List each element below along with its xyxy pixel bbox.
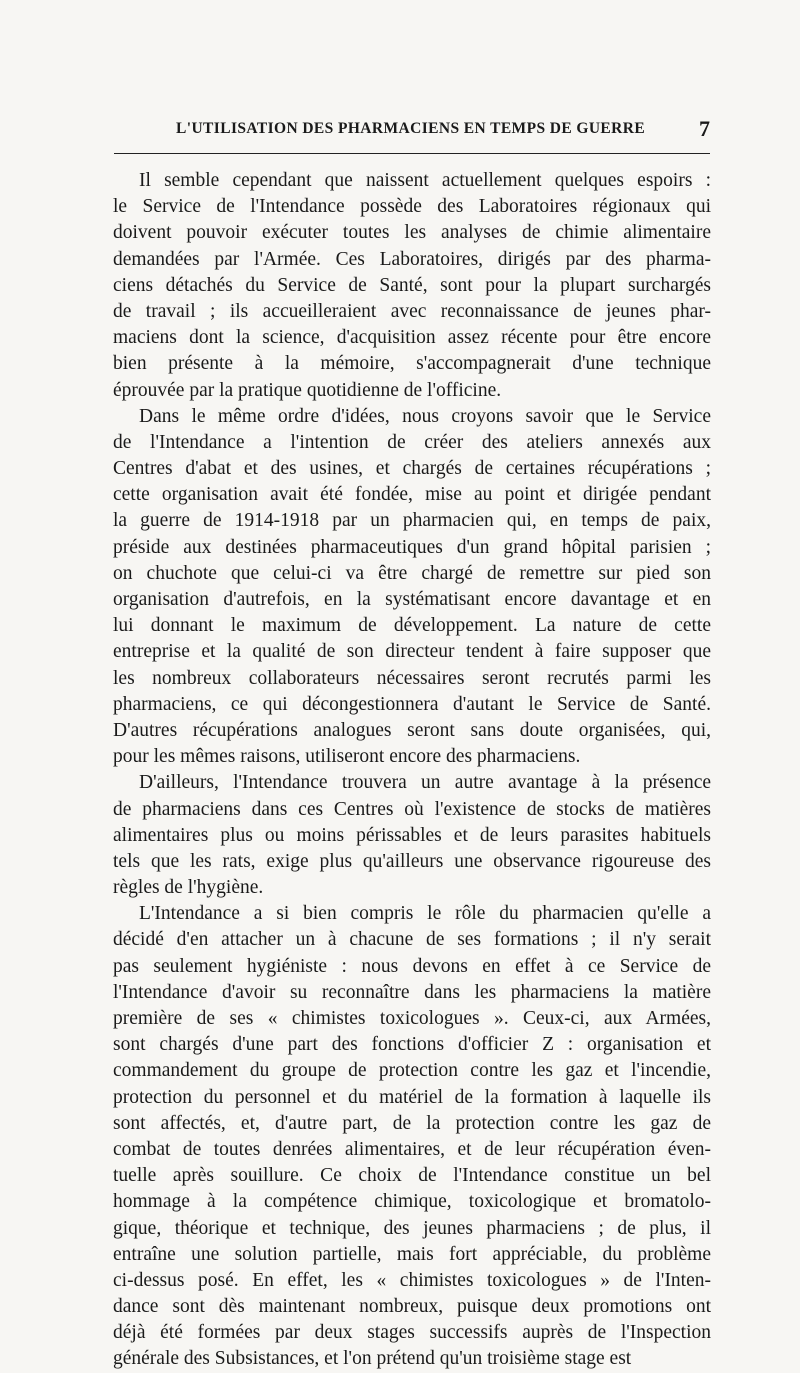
text-line: entraîne une solution partielle, mais fort appréciable, du problème — [113, 1243, 711, 1265]
text-line: organisation d'autrefois, en la systématisant encore davantage et en — [113, 589, 711, 610]
page-number: 7 — [699, 116, 710, 141]
text-line: les nombreux collaborateurs nécessaires seront recrutés parmi les — [113, 667, 711, 689]
paragraph — [113, 404, 711, 771]
text-line: lui donnant le maximum de développement. La nature de cette — [113, 615, 711, 637]
text-line: ciens détachés du Service de Santé, sont pour la plupart surchargés — [113, 274, 711, 296]
body-text — [113, 168, 711, 1373]
text-line: L'Intendance a si bien compris le rôle du pharmacien qu'elle a — [139, 903, 711, 925]
text-line: générale des Subsistances, et l'on prétend qu'un troisième stage est — [113, 1348, 632, 1370]
text-line: sont affectés, et, d'autre part, de la protection contre les gaz de — [113, 1112, 711, 1134]
text-line: Centres d'abat et des usines, et chargés de certaines récupérations ; — [113, 458, 711, 480]
text-line: commandement du groupe de protection contre les gaz et l'incendie, — [113, 1060, 711, 1082]
text-line: préside aux destinées pharmaceutiques d'un grand hôpital parisien ; — [113, 536, 711, 558]
running-title: L'UTILISATION DES PHARMACIENS EN TEMPS DE GUERRE — [176, 120, 646, 137]
text-line: D'ailleurs, l'Intendance trouvera un autre avantage à la présence — [139, 772, 711, 794]
text-line: cette organisation avait été fondée, mise au point et dirigée pendant — [113, 484, 711, 506]
text-line: pharmaciens, ce qui décongestionnera d'autant le Service de Santé. — [113, 693, 711, 715]
header-rule — [114, 153, 710, 154]
text-line: demandées par l'Armée. Ces Laboratoires, dirigés par des pharma- — [113, 248, 711, 270]
text-line: hommage à la compétence chimique, toxicologique et bromatolo- — [113, 1191, 711, 1213]
text-line: ci-dessus posé. En effet, les « chimistes toxicologues » de l'Inten- — [113, 1269, 711, 1291]
text-line: de travail ; ils accueilleraient avec reconnaissance de jeunes phar- — [113, 300, 711, 322]
text-line: le Service de l'Intendance possède des Laboratoires régionaux qui — [113, 196, 711, 218]
text-line: doivent pouvoir exécuter toutes les analyses de chimie alimentaire — [113, 222, 711, 244]
text-line: combat de toutes denrées alimentaires, et de leur récupération éven- — [113, 1138, 711, 1160]
text-line: maciens dont la science, d'acquisition assez récente pour être encore — [113, 327, 711, 349]
text-line: pas seulement hygiéniste : nous devons en effet à ce Service de — [113, 955, 711, 977]
paragraph — [113, 770, 711, 901]
paragraph — [113, 901, 711, 1372]
text-line: tels que les rats, exige plus qu'ailleurs une observance rigoureuse des — [113, 850, 711, 872]
text-line: D'autres récupérations analogues seront sans doute organisées, qui, — [113, 719, 711, 741]
text-line: première de ses « chimistes toxicologues ». Ceux-ci, aux Armées, — [113, 1008, 711, 1029]
text-line: pour les mêmes raisons, utiliseront encore des pharmaciens. — [113, 746, 581, 768]
text-line: sont chargés d'une part des fonctions d'officier Z : organisation et — [113, 1034, 711, 1056]
text-line: tuelle après souillure. Ce choix de l'Intendance constitue un bel — [113, 1165, 711, 1187]
text-line: éprouvée par la pratique quotidienne de l'officine. — [113, 379, 502, 401]
text-line: règles de l'hygiène. — [113, 877, 264, 899]
text-line: Dans le même ordre d'idées, nous croyons savoir que le Service — [139, 405, 711, 427]
text-line: dance sont dès maintenant nombreux, puisque deux promotions ont — [113, 1296, 711, 1318]
text-line: alimentaires plus ou moins périssables et de leurs parasites habituels — [113, 824, 711, 846]
text-line: l'Intendance d'avoir su reconnaître dans les pharmaciens la matière — [113, 981, 711, 1003]
text-line: de l'Intendance a l'intention de créer des ateliers annexés aux — [113, 431, 711, 453]
text-line: Il semble cependant que naissent actuellement quelques espoirs : — [139, 170, 711, 191]
running-head — [110, 116, 710, 146]
text-line: protection du personnel et du matériel de la formation à laquelle ils — [113, 1086, 711, 1108]
text-line: la guerre de 1914-1918 par un pharmacien qui, en temps de paix, — [113, 510, 711, 532]
text-line: déjà été formées par deux stages successifs auprès de l'Inspection — [113, 1322, 711, 1344]
text-line: de pharmaciens dans ces Centres où l'existence de stocks de matières — [113, 798, 711, 820]
paragraph — [113, 168, 711, 404]
text-line: bien présente à la mémoire, s'accompagnerait d'une technique — [113, 353, 711, 375]
text-line: entreprise et la qualité de son directeur tendent à faire supposer que — [113, 641, 711, 663]
text-line: décidé d'en attacher un à chacune de ses formations ; il n'y serait — [113, 929, 711, 951]
text-line: on chuchote que celui-ci va être chargé de remettre sur pied son — [113, 562, 711, 584]
text-line: gique, théorique et technique, des jeunes pharmaciens ; de plus, il — [113, 1217, 711, 1239]
